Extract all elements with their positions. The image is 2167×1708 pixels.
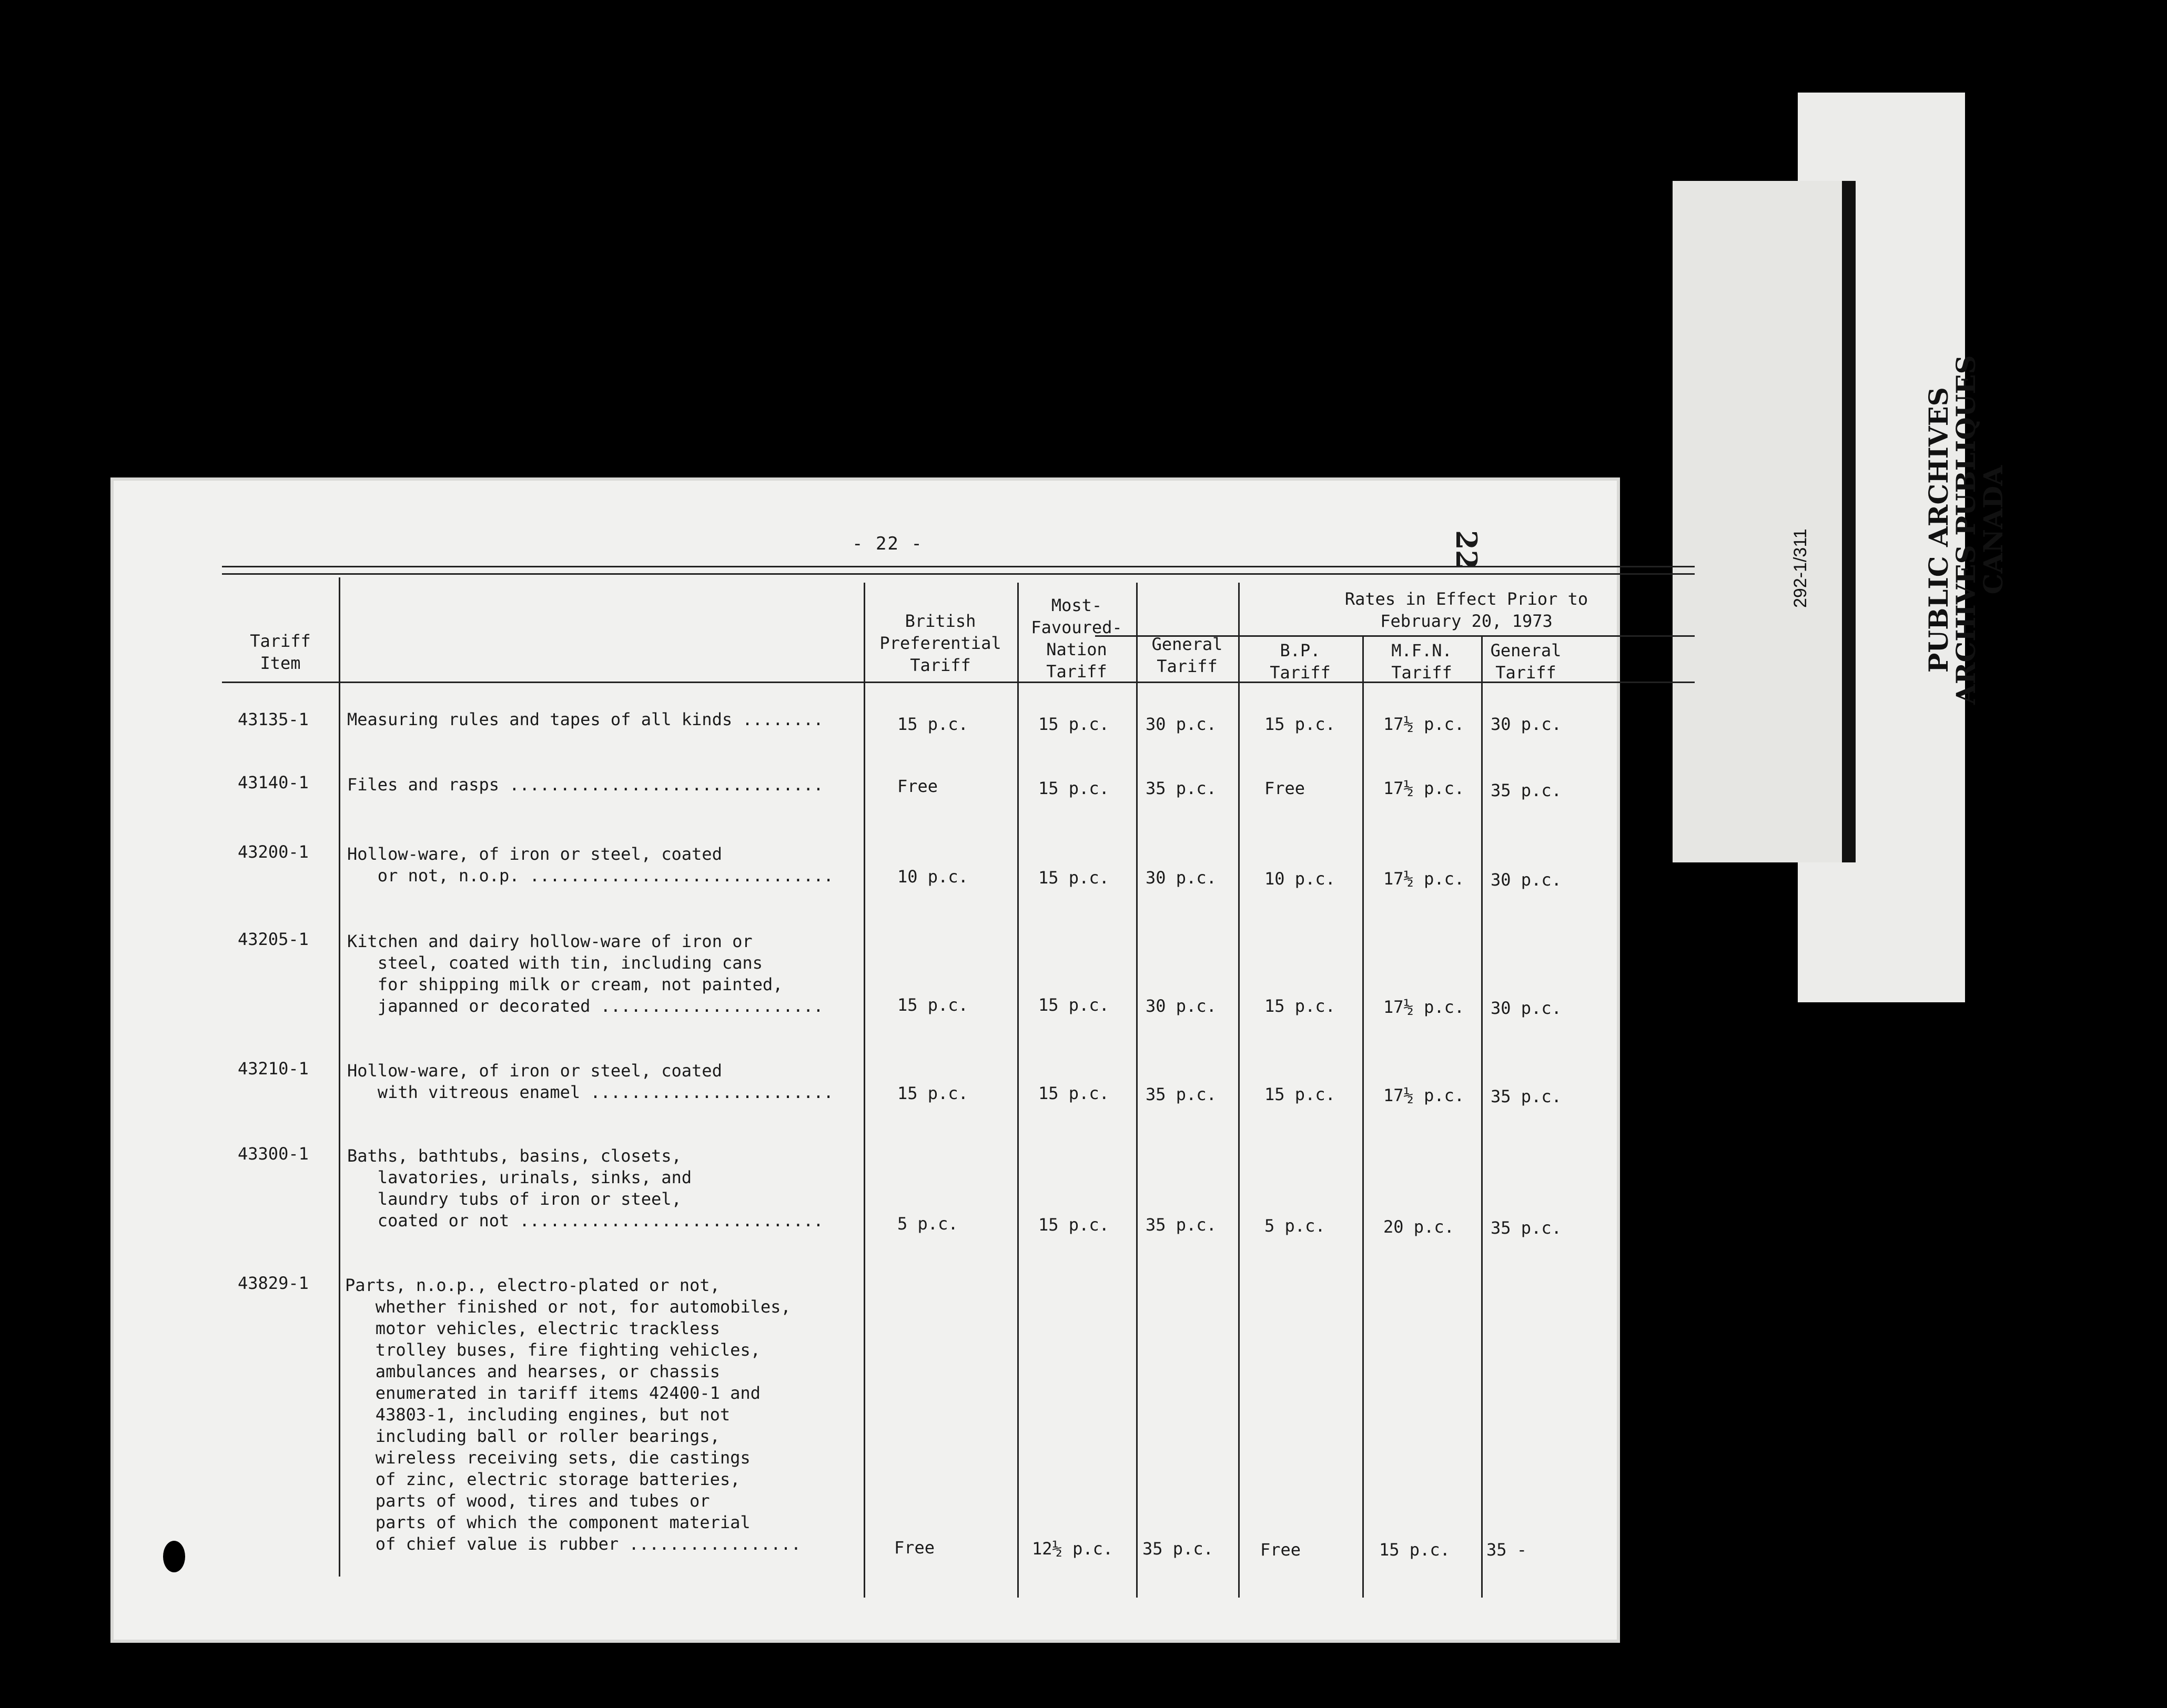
rate-mfn-prior: 17½ p.c. [1383, 997, 1465, 1017]
rate-mfn-prior: 17½ p.c. [1383, 778, 1465, 798]
rate-bp-prior: 15 p.c. [1264, 714, 1335, 734]
rate-most-favoured-nation: 15 p.c. [1038, 868, 1109, 888]
tariff-description: Kitchen and dairy hollow-ware of iron or steel, coated with tin, including cans for shipping milk or cream, not painted, japanned or decorated ...................... [347, 931, 824, 1016]
tariff-item-number: 43829-1 [238, 1273, 309, 1293]
rate-mfn-prior: 20 p.c. [1383, 1217, 1454, 1237]
rate-most-favoured-nation: 15 p.c. [1038, 1215, 1109, 1235]
rate-most-favoured-nation: 15 p.c. [1038, 995, 1109, 1015]
tariff-item-number: 43200-1 [238, 842, 309, 862]
tariff-item-number: 43140-1 [238, 772, 309, 792]
rate-british-preferential: 10 p.c. [897, 867, 968, 887]
rate-mfn-prior: 15 p.c. [1379, 1540, 1450, 1560]
tariff-description: Baths, bathtubs, basins, closets, lavatories, urinals, sinks, and laundry tubs of iron or steel, coated or not .............................. [347, 1146, 824, 1231]
archive-stamp [1925, 355, 2007, 705]
stamp-line-3: CANADA [1978, 465, 2009, 595]
rate-general-prior: 30 p.c. [1491, 998, 1562, 1018]
rate-british-preferential: 5 p.c. [897, 1214, 958, 1234]
tariff-item-number: 43135-1 [238, 709, 309, 729]
rate-british-preferential: 15 p.c. [897, 1083, 968, 1103]
column-divider [1481, 635, 1483, 1598]
rate-general-prior: 35 p.c. [1491, 780, 1562, 800]
rate-general-prior: 35 p.c. [1491, 1218, 1562, 1238]
rate-general-prior: 35 p.c. [1491, 1086, 1562, 1106]
column-divider [1362, 635, 1364, 1598]
rate-mfn-prior: 17½ p.c. [1383, 869, 1465, 889]
rate-british-preferential: 15 p.c. [897, 995, 968, 1015]
rate-bp-prior: 5 p.c. [1264, 1216, 1325, 1236]
punch-hole [163, 1541, 185, 1572]
tariff-item-number: 43300-1 [238, 1144, 309, 1164]
tariff-item-number: 43210-1 [238, 1059, 309, 1079]
rate-most-favoured-nation: 12½ p.c. [1032, 1539, 1113, 1559]
archive-reference: 292-1/311 [1790, 528, 1810, 608]
rate-mfn-prior: 17½ p.c. [1383, 1085, 1465, 1105]
rate-general: 30 p.c. [1146, 868, 1217, 888]
rate-general: 30 p.c. [1146, 714, 1217, 734]
document-page [110, 477, 1620, 1643]
rate-british-preferential: Free [894, 1538, 935, 1558]
top-rule [222, 566, 1695, 567]
header-mfn-tariff: M.F.N. Tariff [1391, 640, 1452, 683]
rate-british-preferential: Free [897, 776, 938, 796]
rate-general: 30 p.c. [1146, 996, 1217, 1016]
rate-bp-prior: 10 p.c. [1264, 869, 1335, 889]
column-divider [1238, 583, 1240, 1598]
header-most-favoured-nation: Most- Favoured- Nation Tariff [1031, 595, 1122, 682]
header-bp-tariff: B.P. Tariff [1270, 640, 1331, 683]
tariff-description: Files and rasps ............................... [347, 775, 824, 795]
header-general-tariff-prior: General Tariff [1490, 640, 1562, 683]
rate-bp-prior: Free [1264, 778, 1305, 798]
rate-bp-prior: 15 p.c. [1264, 996, 1335, 1016]
tariff-description: Measuring rules and tapes of all kinds ........ [347, 709, 824, 729]
header-tariff-item: Tariff Item [250, 631, 311, 673]
rate-most-favoured-nation: 15 p.c. [1038, 1083, 1109, 1103]
rate-british-preferential: 15 p.c. [897, 714, 968, 734]
tariff-item-number: 43205-1 [238, 929, 309, 949]
tariff-description: Hollow-ware, of iron or steel, coated with vitreous enamel ........................ [347, 1061, 834, 1102]
rate-most-favoured-nation: 15 p.c. [1038, 714, 1109, 734]
column-divider [339, 577, 340, 1577]
archive-card-front [1673, 181, 1856, 862]
column-divider [864, 583, 865, 1598]
corner-page-number: 22 [1450, 530, 1483, 570]
page-number: - 22 - [852, 533, 923, 554]
rate-general-prior: 35 - [1486, 1540, 1527, 1560]
rate-general: 35 p.c. [1146, 1215, 1217, 1235]
header-general-tariff: General Tariff [1151, 634, 1223, 676]
rate-general: 35 p.c. [1146, 778, 1217, 798]
rate-most-favoured-nation: 15 p.c. [1038, 778, 1109, 798]
archive-card-tab [1798, 904, 1965, 1002]
stamp-line-2: ARCHIVES PUBLIQUES [1950, 355, 1981, 705]
rate-general: 35 p.c. [1146, 1084, 1217, 1104]
rate-bp-prior: Free [1260, 1540, 1301, 1560]
stamp-line-1: PUBLIC ARCHIVES [1923, 387, 1954, 673]
tariff-description: Parts, n.o.p., electro-plated or not, whether finished or not, for automobiles, motor vehicles, electric trackless trolley buses, fire fighting vehicles, ambulances and hearses, or chassis enumerated in tariff items 42400-1 and 43803-1, including engines, but not including ball or roller bearings, wireless receiving sets, die castings of zinc, electric storage batteries, parts of wood, tires and tubes or parts of which the component material of chief value is rubber ................. [345, 1275, 801, 1554]
rate-general: 35 p.c. [1142, 1539, 1213, 1559]
header-rates-prior: Rates in Effect Prior to February 20, 1973 [1344, 589, 1588, 631]
top-rule-2 [222, 573, 1695, 575]
tariff-description: Hollow-ware, of iron or steel, coated or not, n.o.p. .............................. [347, 844, 834, 886]
rate-mfn-prior: 17½ p.c. [1383, 714, 1465, 734]
column-divider [1136, 583, 1138, 1598]
header-british-preferential: British Preferential Tariff [879, 611, 1001, 675]
column-divider [1017, 583, 1019, 1598]
rate-general-prior: 30 p.c. [1491, 870, 1562, 890]
rate-general-prior: 30 p.c. [1491, 714, 1562, 734]
rate-bp-prior: 15 p.c. [1264, 1084, 1335, 1104]
